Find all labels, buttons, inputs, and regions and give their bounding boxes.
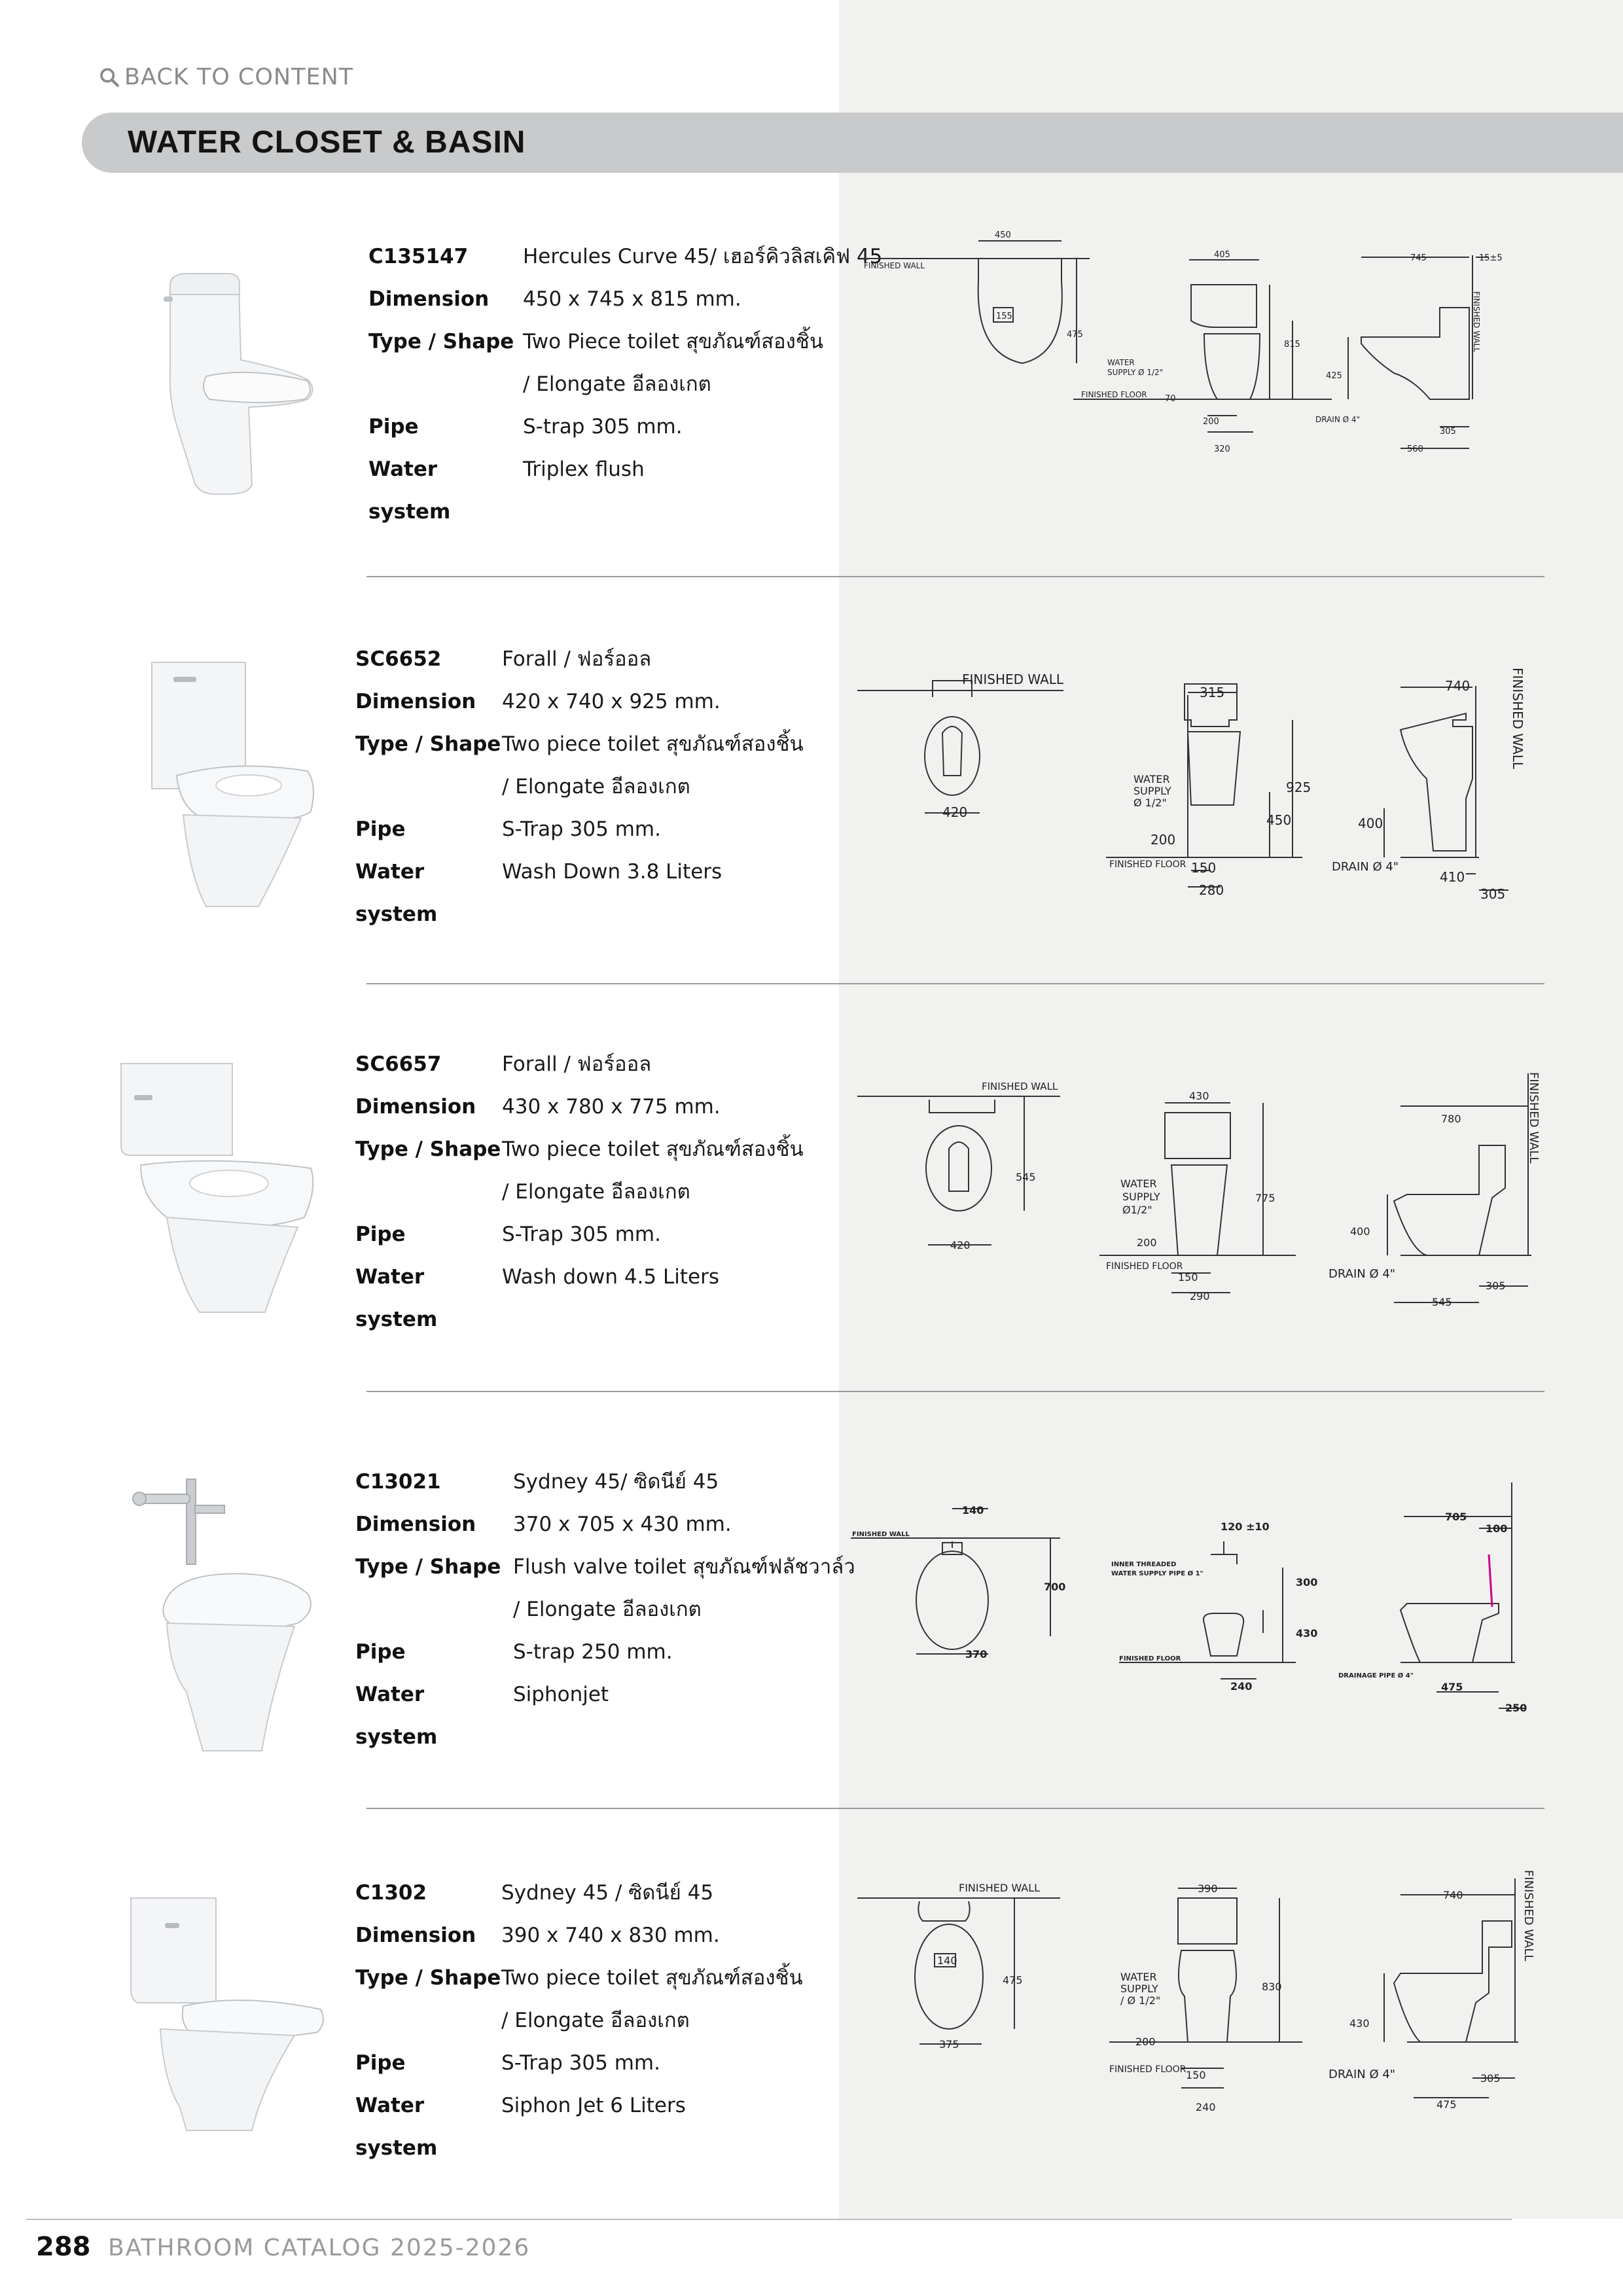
product-code: C13021: [355, 1470, 441, 1494]
water-supply-label-2: SUPPLY Ø 1/2": [1107, 368, 1164, 377]
finished-wall-vertical-label: FINISHED WALL: [1510, 668, 1525, 770]
dimension-label: 390: [1198, 1882, 1218, 1895]
water-system-value: Siphon Jet 6 Liters: [501, 2094, 686, 2117]
product-photo-one-piece-toilet: [157, 268, 327, 497]
product-photo-flush-valve-toilet: [131, 1476, 327, 1757]
product-specs: [368, 236, 882, 533]
pipe-value: S-Trap 305 mm.: [502, 817, 661, 841]
dimension-value: 430 x 780 x 775 mm.: [502, 1095, 721, 1119]
dimension-label: 425: [1326, 371, 1342, 381]
type-shape-value: Two Piece toilet สุขภัณฑ์สองชิ้น: [523, 330, 824, 353]
pipe-value: S-trap 250 mm.: [513, 1640, 673, 1664]
type-shape-value: Two piece toilet สุขภัณฑ์สองชิ้น: [501, 1966, 803, 1990]
dimension-label: 315: [1200, 685, 1225, 700]
dimension-label: 305: [1486, 1280, 1506, 1292]
product-photo-two-piece-toilet: [115, 1057, 324, 1322]
finished-wall-label: FINISHED WALL: [959, 1882, 1041, 1894]
section-divider: [366, 1391, 1544, 1392]
dimension-label: 700: [1044, 1581, 1066, 1593]
dimension-label: Dimension: [355, 1513, 476, 1536]
dimension-label: 740: [1443, 1889, 1463, 1901]
water-system-value: Wash down 4.5 Liters: [502, 1265, 719, 1289]
dimension-label: 815: [1284, 340, 1300, 350]
dimension-label: 70: [1165, 394, 1176, 404]
type-shape-label: Type / Shape: [355, 732, 501, 756]
product-name: Forall / ฟอร์ออล: [502, 647, 652, 671]
pipe-label: Pipe: [355, 1640, 406, 1664]
water-supply-label-2: SUPPLY: [1133, 785, 1171, 797]
dimension-label: 305: [1480, 886, 1506, 902]
product-name: Hercules Curve 45/ เฮอร์คิวลิสเคิฟ 45: [523, 245, 883, 268]
pipe-value: S-trap 305 mm.: [523, 415, 683, 439]
dimension-label: 450: [1266, 812, 1292, 828]
finished-floor-label: FINISHED FLOOR: [1106, 1261, 1183, 1272]
water-supply-label-3: Ø 1/2": [1133, 797, 1167, 809]
product-specs: [355, 638, 804, 936]
finished-wall-label: FINISHED WALL: [962, 672, 1064, 687]
dimension-label: 200: [1135, 2036, 1156, 2048]
dimension-label: Dimension: [355, 1095, 476, 1119]
dimension-label: 100: [1486, 1522, 1508, 1535]
dimension-label: 405: [1214, 250, 1230, 260]
dimension-label: 300: [1296, 1576, 1318, 1588]
dimension-label: 450: [995, 230, 1011, 240]
water-system-value: Siphonjet: [513, 1683, 609, 1706]
dimension-label: 420: [950, 1239, 971, 1251]
dimension-label: 740: [1445, 678, 1471, 694]
technical-drawing: [851, 229, 1558, 465]
product-code: SC6652: [355, 647, 442, 671]
drain-label: DRAINAGE PIPE Ø 4": [1338, 1672, 1414, 1679]
finished-wall-vertical-label: FINISHED WALL: [1472, 291, 1481, 353]
dimension-label: 430: [1189, 1090, 1209, 1102]
dimension-label: 320: [1214, 444, 1230, 454]
dimension-label: 830: [1262, 1981, 1282, 1993]
finished-wall-label: FINISHED WALL: [982, 1081, 1058, 1092]
pipe-label: Pipe: [355, 2051, 406, 2075]
dimension-label: 150: [1178, 1271, 1198, 1283]
dimension-label: 705: [1445, 1511, 1467, 1523]
dimension-label: 120 ±10: [1221, 1520, 1270, 1533]
section-divider: [366, 576, 1544, 577]
water-system-label: Water system: [355, 1683, 438, 1749]
catalog-title: BATHROOM CATALOG 2025-2026: [108, 2234, 531, 2261]
type-shape-value-line2: / Elongate อีลองเกต: [502, 775, 690, 798]
water-system-value: Triplex flush: [523, 457, 645, 481]
dimension-label: 150: [1186, 2069, 1206, 2081]
dimension-label: 420: [942, 804, 968, 820]
technical-drawing: [851, 661, 1558, 910]
dimension-label: 475: [1003, 1974, 1023, 1986]
product-name: Sydney 45/ ซิดนีย์ 45: [513, 1470, 719, 1494]
dimension-value: 450 x 745 x 815 mm.: [523, 287, 741, 311]
water-supply-label: INNER THREADED: [1111, 1561, 1177, 1568]
dimension-value: 420 x 740 x 925 mm.: [502, 690, 721, 713]
type-shape-label: Type / Shape: [355, 1966, 501, 1990]
pipe-value: S-Trap 305 mm.: [501, 2051, 660, 2075]
dimension-label: 430: [1296, 1627, 1318, 1640]
dimension-label: 410: [1440, 869, 1465, 885]
finished-wall-label: FINISHED WALL: [852, 1531, 910, 1538]
product-specs: [355, 1043, 804, 1341]
type-shape-value: Two piece toilet สุขภัณฑ์สองชิ้น: [502, 732, 804, 756]
dimension-label: Dimension: [355, 1924, 476, 1947]
type-shape-label: Type / Shape: [355, 1555, 501, 1579]
water-system-label: Water system: [355, 860, 438, 926]
dimension-label: 240: [1196, 2101, 1216, 2113]
finished-floor-label: FINISHED FLOOR: [1119, 1655, 1181, 1662]
section-title: WATER CLOSET & BASIN: [128, 125, 526, 160]
dimension-label: 280: [1199, 882, 1224, 898]
product-specs: [355, 1461, 855, 1759]
dimension-label: 545: [1432, 1296, 1452, 1308]
water-supply-label-2: WATER SUPPLY PIPE Ø 1": [1111, 1570, 1204, 1577]
technical-drawing: [851, 1067, 1558, 1316]
dimension-label: 200: [1150, 832, 1176, 848]
water-supply-label-3: / Ø 1/2": [1120, 1994, 1161, 2007]
dimension-label: 400: [1358, 816, 1383, 831]
product-name: Sydney 45 / ซิดนีย์ 45: [501, 1881, 714, 1905]
finished-floor-label: FINISHED FLOOR: [1081, 390, 1147, 399]
product-specs: [355, 1872, 803, 2170]
pipe-label: Pipe: [355, 1223, 406, 1246]
dimension-label: 475: [1436, 2098, 1457, 2111]
page-number: 288: [36, 2232, 91, 2262]
water-supply-label-3: Ø1/2": [1122, 1204, 1152, 1216]
section-divider: [366, 1808, 1544, 1809]
drain-label: DRAIN Ø 4": [1329, 1267, 1396, 1281]
dimension-label: 150: [1191, 860, 1217, 876]
dimension-label: 155: [996, 312, 1012, 321]
dimension-label: 370: [965, 1648, 988, 1660]
dimension-label: Dimension: [368, 287, 490, 311]
dimension-label: 475: [1067, 330, 1083, 340]
technical-drawing: [844, 1482, 1558, 1728]
dimension-label: 200: [1137, 1236, 1157, 1249]
product-code: SC6657: [355, 1052, 442, 1076]
dimension-label: 475: [1441, 1681, 1463, 1693]
finished-wall-vertical-label: FINISHED WALL: [1527, 1072, 1541, 1164]
type-shape-value-line2: / Elongate อีลองเกต: [513, 1598, 702, 1621]
finished-wall-vertical-label: FINISHED WALL: [1522, 1870, 1535, 1962]
pipe-label: Pipe: [368, 415, 419, 439]
dimension-label: 200: [1203, 417, 1219, 427]
dimension-label: 250: [1505, 1702, 1527, 1714]
product-name: Forall / ฟอร์ออล: [502, 1052, 652, 1076]
dimension-label: 745: [1410, 253, 1427, 263]
type-shape-value-line2: / Elongate อีลองเกต: [502, 1180, 690, 1204]
dimension-label: 925: [1286, 780, 1311, 795]
dimension-label: 240: [1230, 1680, 1253, 1693]
product-photo-two-piece-toilet: [124, 1892, 334, 2137]
water-supply-label: WATER: [1133, 773, 1170, 785]
type-shape-label: Type / Shape: [368, 330, 514, 353]
search-icon: [98, 66, 120, 88]
dimension-label: 305: [1440, 427, 1456, 437]
dimension-label: 290: [1190, 1290, 1210, 1302]
water-system-label: Water system: [355, 1265, 438, 1331]
type-shape-value-line2: / Elongate อีลองเกต: [523, 372, 711, 396]
back-to-content-link[interactable]: [98, 64, 353, 90]
footer-divider: [26, 2219, 1512, 2220]
dimension-label: 400: [1350, 1225, 1370, 1238]
dimension-label: 15±5: [1479, 253, 1503, 263]
dimension-label: 545: [1016, 1171, 1036, 1183]
dimension-label: Dimension: [355, 690, 476, 713]
type-shape-label: Type / Shape: [355, 1138, 501, 1161]
water-supply-label: WATER: [1120, 1177, 1157, 1190]
water-supply-label-2: SUPPLY: [1122, 1191, 1160, 1203]
technical-drawing: [851, 1869, 1558, 2114]
drain-label: DRAIN Ø 4": [1332, 860, 1399, 874]
dimension-label: 775: [1255, 1192, 1275, 1204]
type-shape-value-line2: / Elongate อีลองเกต: [501, 2009, 690, 2032]
water-system-label: Water system: [368, 457, 451, 524]
dimension-label: 560: [1407, 444, 1423, 454]
dimension-label: 140: [962, 1504, 984, 1516]
finished-wall-label: FINISHED WALL: [864, 261, 925, 270]
water-supply-label: WATER: [1120, 1971, 1157, 1983]
section-divider: [366, 983, 1544, 984]
product-code: C1302: [355, 1881, 427, 1905]
type-shape-value: Flush valve toilet สุขภัณฑ์ฟลัชวาล์ว: [513, 1555, 855, 1579]
dimension-value: 370 x 705 x 430 mm.: [513, 1513, 732, 1536]
water-system-label: Water system: [355, 2094, 438, 2160]
pipe-value: S-Trap 305 mm.: [502, 1223, 661, 1246]
finished-floor-label: FINISHED FLOOR: [1109, 2064, 1186, 2075]
type-shape-value: Two piece toilet สุขภัณฑ์สองชิ้น: [502, 1138, 804, 1161]
dimension-label: 375: [939, 2038, 959, 2051]
drain-label: DRAIN Ø 4": [1315, 415, 1361, 424]
dimension-label: 305: [1480, 2072, 1501, 2085]
finished-floor-label: FINISHED FLOOR: [1109, 859, 1186, 870]
water-supply-label-2: SUPPLY: [1120, 1982, 1158, 1995]
back-to-content-label: BACK TO CONTENT: [124, 64, 354, 90]
dimension-value: 390 x 740 x 830 mm.: [501, 1924, 720, 1947]
pipe-label: Pipe: [355, 817, 406, 841]
dimension-label: 430: [1349, 2017, 1370, 2030]
water-supply-label: WATER: [1107, 358, 1135, 367]
drain-label: DRAIN Ø 4": [1329, 2068, 1396, 2081]
section-title-bar: [82, 113, 1623, 173]
dimension-label: 780: [1441, 1113, 1461, 1125]
dimension-label: 140: [937, 1954, 957, 1967]
water-system-value: Wash Down 3.8 Liters: [502, 860, 722, 884]
product-code: C135147: [368, 245, 469, 268]
product-photo-two-piece-toilet: [144, 655, 321, 916]
